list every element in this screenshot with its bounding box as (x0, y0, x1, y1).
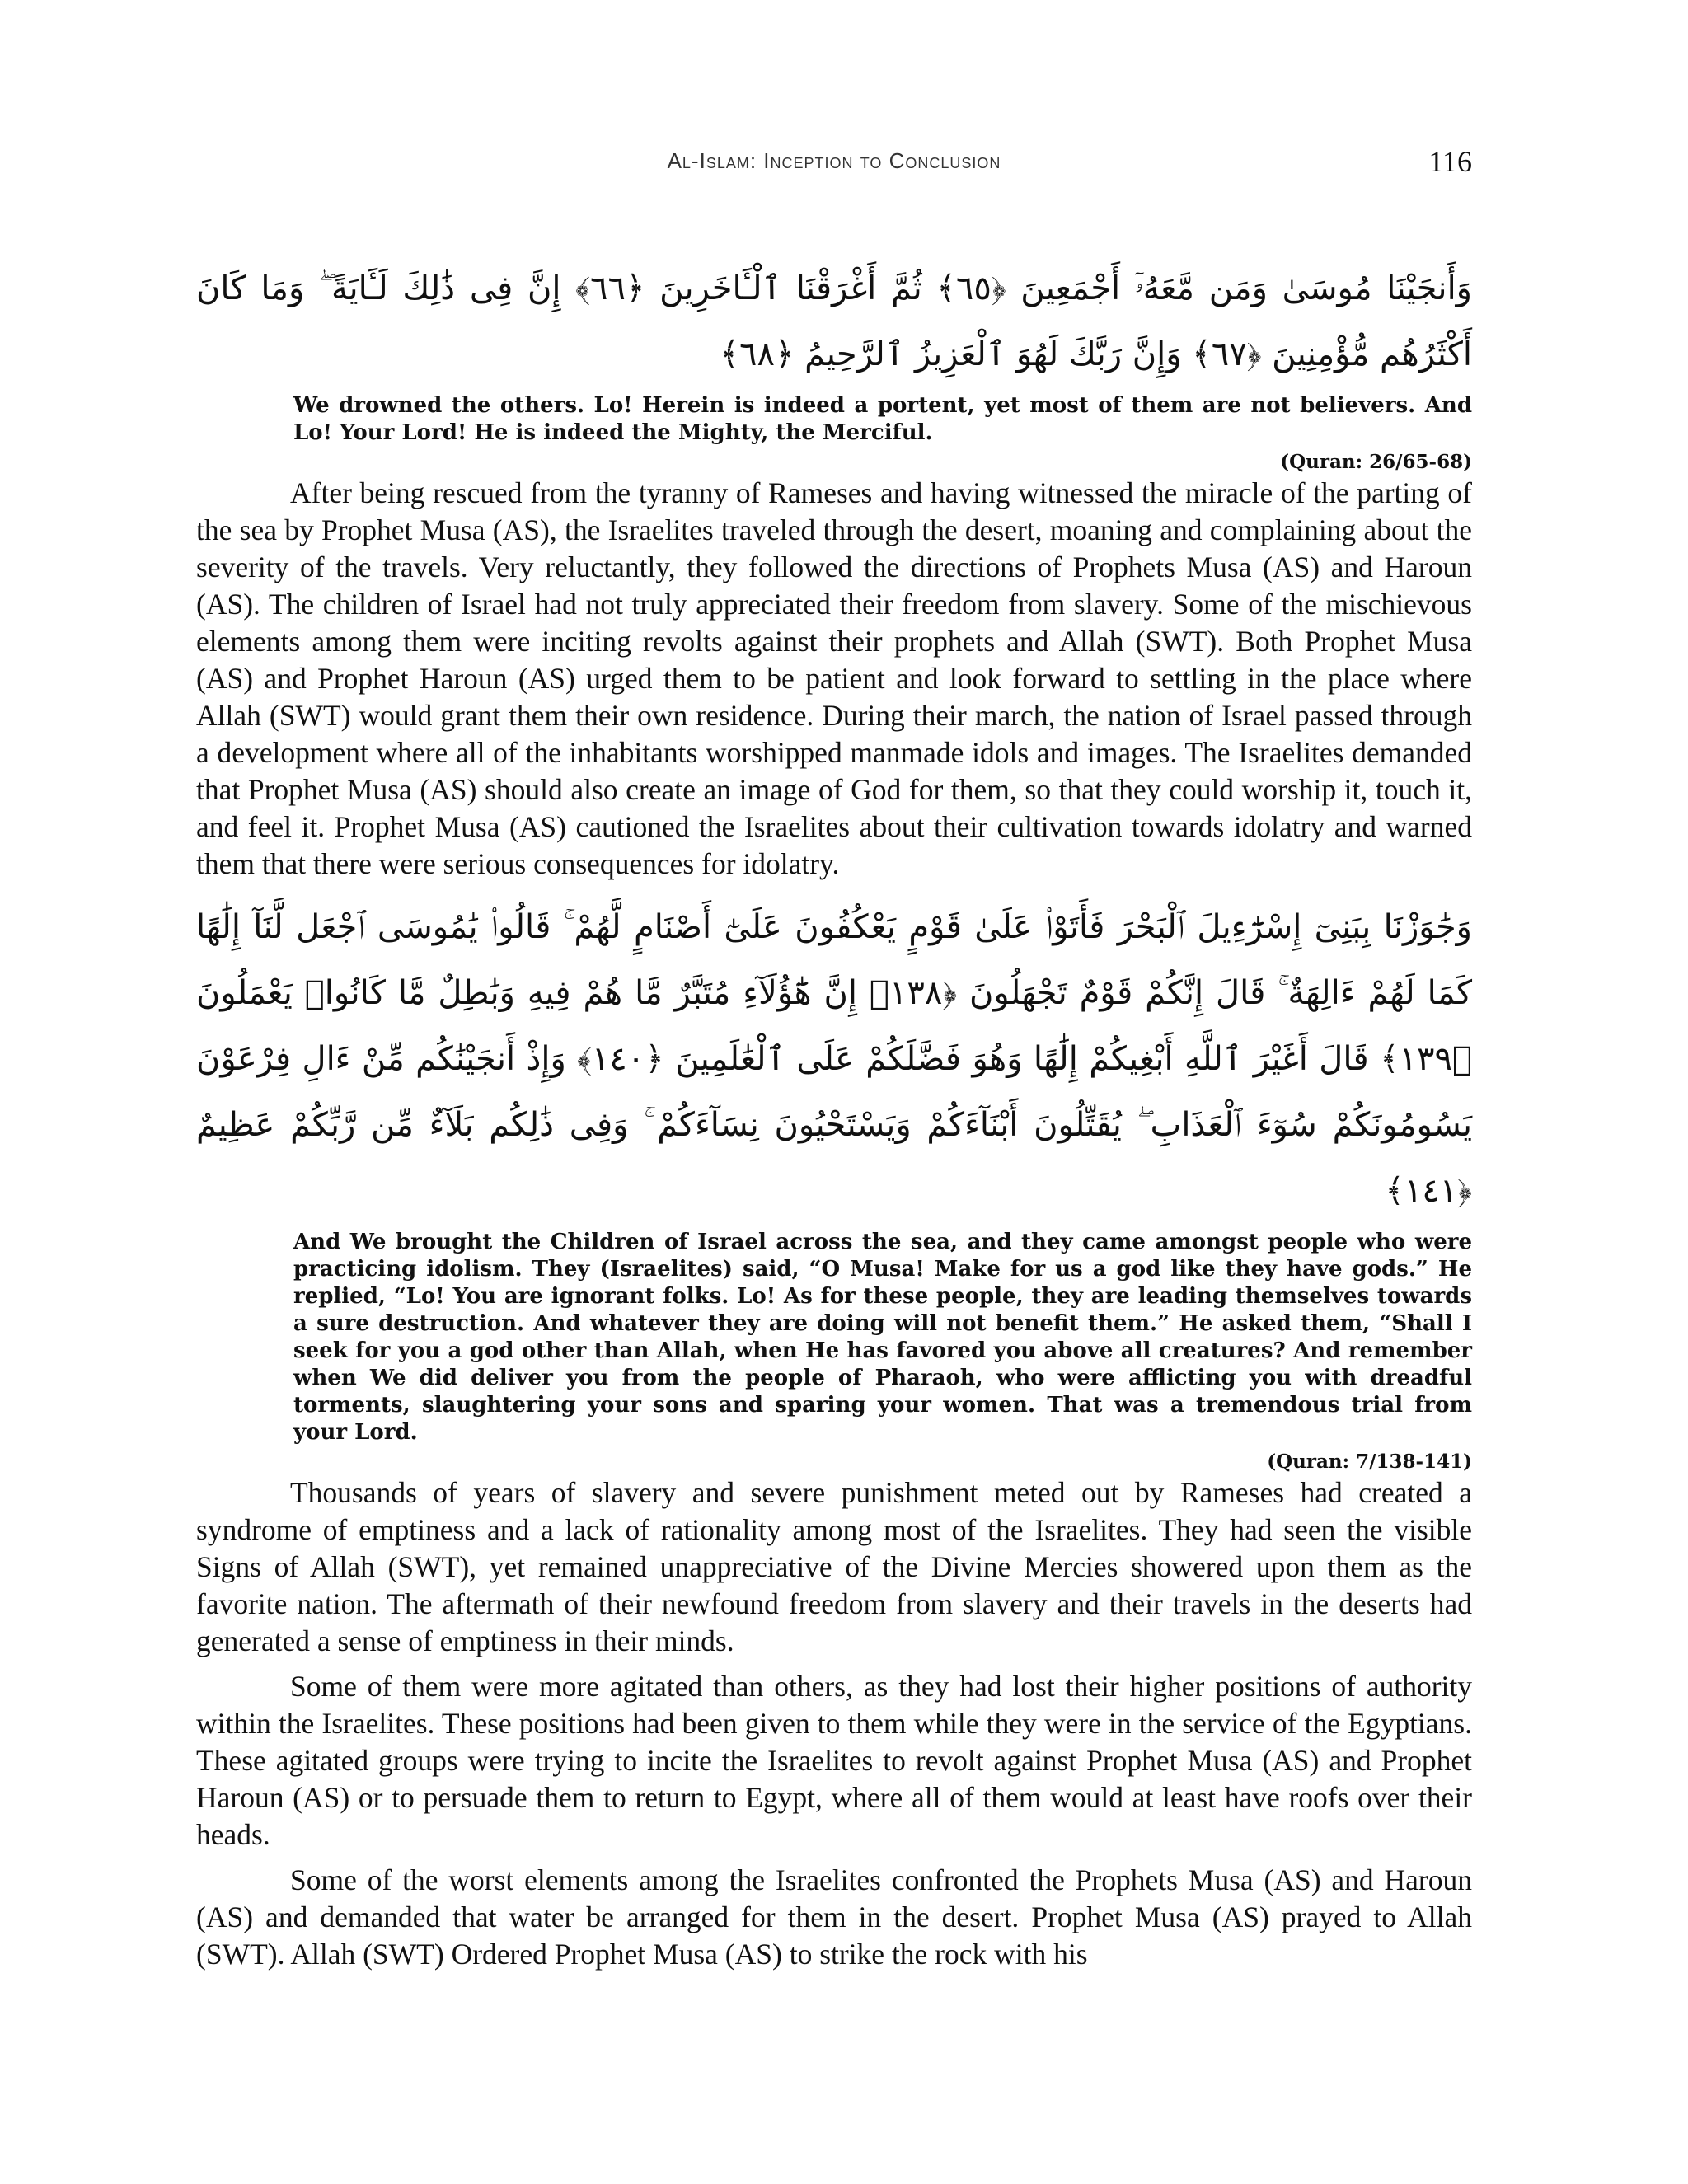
book-title: Al-Islam: Inception to Conclusion (667, 148, 1001, 173)
body-paragraph-3: Some of them were more agitated than others, as they had lost their higher positions of authority within the Israelites. These positions had been given to them while they were in the service of the Egyptians. These agitated groups were trying to incite the Israelites to revolt against Prophet Musa (AS) and Prophet Haroun (AS) or to persuade them to return to Egypt, where all of them would at least have roofs over their heads. (196, 1670, 1472, 1851)
body-paragraph-1: After being rescued from the tyranny of Rameses and having witnessed the miracle of the parting of the sea by Prophet Musa (AS), the Israelites traveled through the desert, moaning and complaining about the severity of the travels. Very reluctantly, they followed the directions of Prophets Musa (AS) and Haroun (AS). The children of Israel had not truly appreciated their freedom from slavery. Some of the mischievous elements among them were inciting revolts against their prophets and Allah (SWT). Both Prophet Musa (AS) and Prophet Haroun (AS) urged them to be patient and look forward to settling in the place where Allah (SWT) would grant them their own residence. During their march, the nation of Israel passed through a development where all of the inhabitants worshipped manmade idols and images. The Israelites demanded that Prophet Musa (AS) should also create an image of God for them, so that they could worship it, touch it, and feel it. Prophet Musa (AS) cautioned the Israelites about their cultivation towards idolatry and warned them that there were serious consequences for idolatry. (196, 476, 1472, 880)
book-page (196, 140, 1472, 1973)
page-number: 116 (1428, 145, 1472, 178)
arabic-verse-7-138-141: وَجَٰوَزْنَا بِبَنِىٓ إِسْرَٰٓءِيلَ ٱلْبَحْرَ فَأَتَوْا۟ عَلَىٰ قَوْمٍ يَعْكُفُونَ عَلَىٰٓ أَصْنَامٍ لَّهُمْ ۚ قَالُوا۟ يَٰمُوسَى ٱجْعَل لَّنَآ إِلَٰهًا كَمَا لَهُمْ ءَالِهَةٌ ۚ قَالَ إِنَّكُمْ قَوْمٌ تَجْهَلُونَ ﴿١٣٨﴾ إِنَّ هَٰٓؤُلَآءِ مُتَبَّرٌ مَّا هُمْ فِيهِ وَبَٰطِلٌ مَّا كَانُوا۟ يَعْمَلُونَ ﴿١٣٩﴾ قَالَ أَغَيْرَ ٱللَّهِ أَبْغِيكُمْ إِلَٰهًا وَهُوَ فَضَّلَكُمْ عَلَى ٱلْعَٰلَمِينَ ﴿١٤٠﴾ وَإِذْ أَنجَيْنَٰكُم مِّنْ ءَالِ فِرْعَوْنَ يَسُومُونَكُمْ سُوٓءَ ٱلْعَذَابِ ۖ يُقَتِّلُونَ أَبْنَآءَكُمْ وَيَسْتَحْيُونَ نِسَآءَكُمْ ۚ وَفِى ذَٰلِكُم بَلَآءٌ مِّن رَّبِّكُمْ عَظِيمٌ ﴿١٤١﴾ (196, 908, 1472, 1210)
verse-translation-7-138-141: And We brought the Children of Israel across the sea, and they came amongst people who were practicing idolism. They (Israelites) said, “O Musa! Make for us a god like they have gods.” He replied, “Lo! You are ignorant folks. Lo! As for these people, they are leading themselves towards a sure destruction. And whatever they are doing will not benefit them.” He asked them, “Shall I seek for you a god other than Allah, when He has favored you above all creatures? And remember when We did deliver you from the people of Pharaoh, who were afflicting you with dreadful torments, slaughtering your sons and sparing your women. That was a tremendous trial from your Lord. (293, 1230, 1472, 1445)
body-paragraph-4: Some of the worst elements among the Israelites confronted the Prophets Musa (AS) and Haroun (AS) and demanded that water be arranged for them in the desert. Prophet Musa (AS) prayed to Allah (SWT). Allah (SWT) Ordered Prophet Musa (AS) to strike the rock with his (196, 1863, 1472, 1971)
verse-translation-26-65-68: We drowned the others. Lo! Herein is indeed a portent, yet most of them are not believers. And Lo! Your Lord! He is indeed the Mighty, the Merciful. (293, 393, 1472, 445)
arabic-verse-26-65-68: وَأَنجَيْنَا مُوسَىٰ وَمَن مَّعَهُۥٓ أَجْمَعِينَ ﴿٦٥﴾ ثُمَّ أَغْرَقْنَا ٱلْـَٔاخَرِينَ ﴿٦٦﴾ إِنَّ فِى ذَٰلِكَ لَـَٔايَةً ۖ وَمَا كَانَ أَكْثَرُهُم مُّؤْمِنِينَ ﴿٦٧﴾ وَإِنَّ رَبَّكَ لَهُوَ ٱلْعَزِيزُ ٱلرَّحِيمُ ﴿٦٨﴾ (196, 269, 1472, 373)
verse-citation-26-65-68: (Quran: 26/65-68) (1280, 451, 1472, 473)
running-head (196, 140, 1472, 198)
body-paragraph-2: Thousands of years of slavery and severe punishment meted out by Rameses had created a syndrome of emptiness and a lack of rationality among most of the Israelites. They had seen the visible Signs of Allah (SWT), yet remained unappreciative of the Divine Mercies showered upon them as the favorite nation. The aftermath of their newfound freedom from slavery and their travels in the deserts had generated a sense of emptiness in their minds. (196, 1476, 1472, 1657)
verse-citation-7-138-141: (Quran: 7/138-141) (1267, 1451, 1472, 1473)
